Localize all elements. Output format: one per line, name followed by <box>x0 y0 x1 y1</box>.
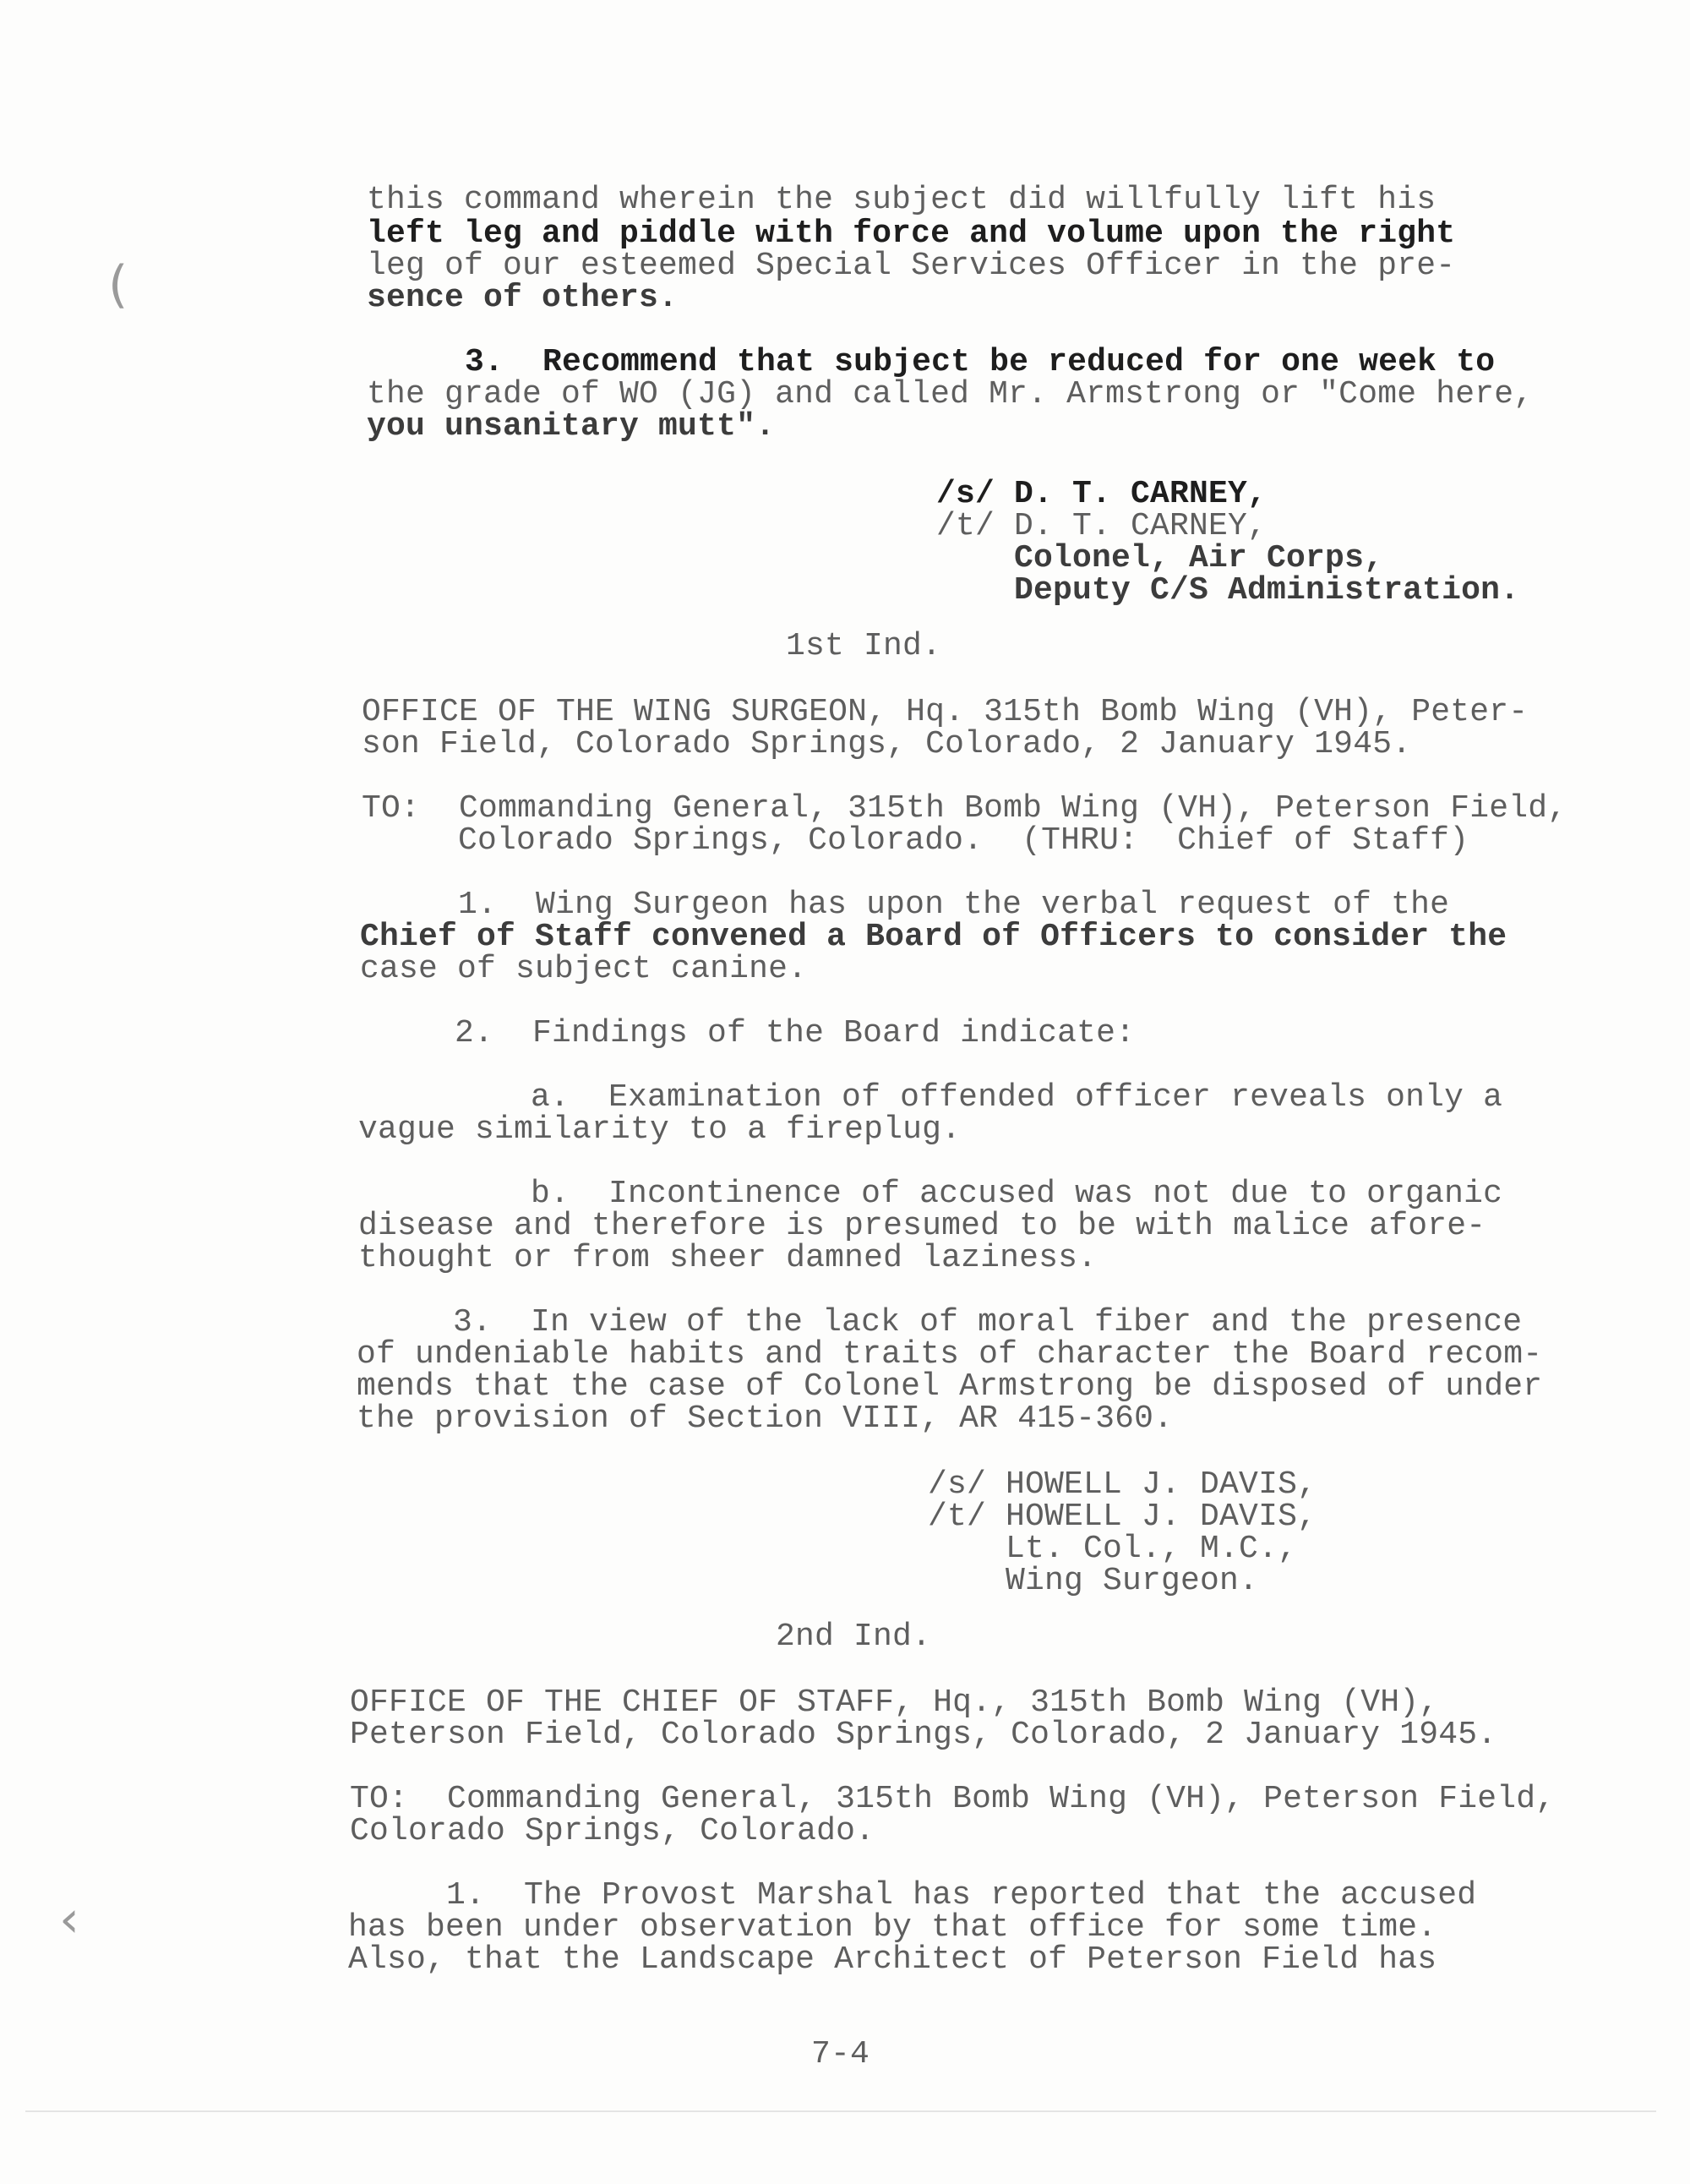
to-line: Colorado Springs, Colorado. (THRU: Chief of Staff) <box>458 822 1469 859</box>
body-line: Chief of Staff convened a Board of Officers to consider the <box>360 919 1507 955</box>
body-line: leg of our esteemed Special Services Officer in the pre- <box>367 248 1456 284</box>
indorsement-heading: 1st Ind. <box>786 628 942 664</box>
body-line: this command wherein the subject did willfully lift his <box>367 182 1436 218</box>
punch-hole-mark: ‹ <box>59 1890 79 1949</box>
signature-line: /s/ HOWELL J. DAVIS, <box>928 1466 1317 1503</box>
office-line: Peterson Field, Colorado Springs, Colorado, 2 January 1945. <box>350 1717 1497 1753</box>
body-line: a. Examination of offended officer reveals only a <box>531 1079 1503 1116</box>
body-line: the provision of Section VIII, AR 415-360. <box>357 1400 1174 1437</box>
indorsement-heading: 2nd Ind. <box>776 1619 932 1655</box>
punch-hole-mark: ( <box>108 255 128 314</box>
to-line: TO: Commanding General, 315th Bomb Wing (VH), Peterson Field, <box>362 790 1567 827</box>
body-line: 2. Findings of the Board indicate: <box>455 1015 1136 1051</box>
body-line: vague similarity to a fireplug. <box>358 1111 962 1148</box>
body-line: case of subject canine. <box>360 951 808 987</box>
signature-line: Lt. Col., M.C., <box>1006 1531 1298 1567</box>
signature-line: Colonel, Air Corps, <box>1014 540 1384 576</box>
signature-line: /t/ HOWELL J. DAVIS, <box>928 1499 1317 1535</box>
body-line: of undeniable habits and traits of character the Board recom- <box>357 1336 1543 1373</box>
body-line: left leg and piddle with force and volume upon the right <box>367 216 1456 252</box>
body-line: b. Incontinence of accused was not due to organic <box>531 1176 1503 1212</box>
signature-line: /t/ D. T. CARNEY, <box>936 508 1268 544</box>
page-edge-line <box>25 2110 1656 2112</box>
body-line: 3. In view of the lack of moral fiber and the presence <box>453 1304 1523 1340</box>
signature-line: Deputy C/S Administration. <box>1014 572 1520 609</box>
office-line: son Field, Colorado Springs, Colorado, 2 January 1945. <box>362 726 1412 762</box>
to-line: TO: Commanding General, 315th Bomb Wing (VH), Peterson Field, <box>350 1781 1556 1817</box>
office-line: OFFICE OF THE WING SURGEON, Hq. 315th Bomb Wing (VH), Peter- <box>362 694 1529 730</box>
signature-line: /s/ D. T. CARNEY, <box>936 476 1268 512</box>
to-line: Colorado Springs, Colorado. <box>350 1813 875 1849</box>
signature-line: Wing Surgeon. <box>1006 1563 1259 1599</box>
body-line: mends that the case of Colonel Armstrong be disposed of under <box>357 1368 1543 1405</box>
office-line: OFFICE OF THE CHIEF OF STAFF, Hq., 315th Bomb Wing (VH), <box>350 1684 1439 1721</box>
page-number: 7-4 <box>811 2036 870 2072</box>
body-line: 3. Recommend that subject be reduced for one week to <box>465 344 1496 380</box>
body-line: disease and therefore is presumed to be with malice afore- <box>358 1208 1486 1244</box>
body-line: 1. The Provost Marshal has reported that the accused <box>446 1877 1477 1914</box>
body-line: thought or from sheer damned laziness. <box>358 1240 1098 1276</box>
body-line: sence of others. <box>367 280 679 316</box>
body-line: 1. Wing Surgeon has upon the verbal request of the <box>458 887 1450 923</box>
body-line: Also, that the Landscape Architect of Peterson Field has <box>348 1941 1437 1978</box>
body-line: the grade of WO (JG) and called Mr. Armstrong or "Come here, <box>367 376 1534 412</box>
body-line: you unsanitary mutt". <box>367 408 776 445</box>
body-line: has been under observation by that office for some time. <box>348 1909 1437 1946</box>
